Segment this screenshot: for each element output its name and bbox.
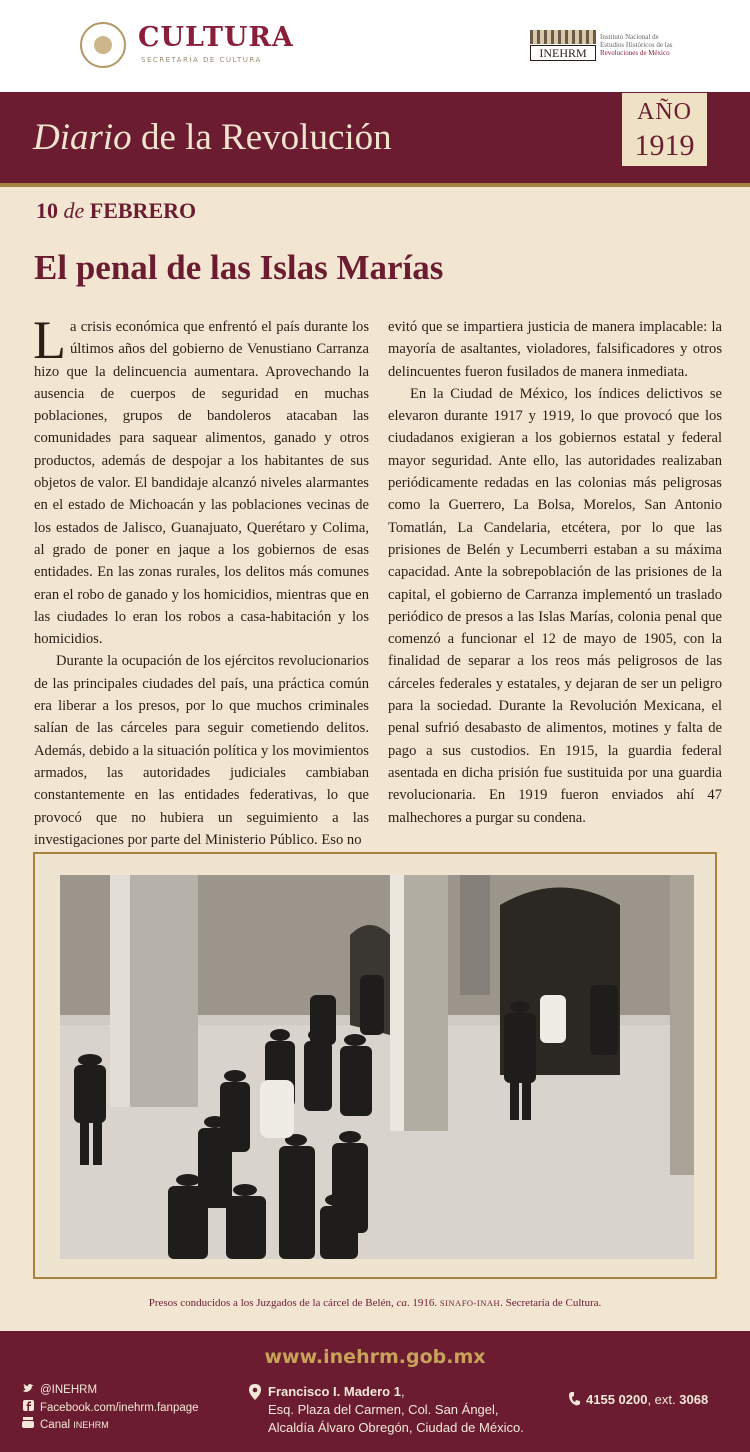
inehrm-name-line-3: Revoluciones de México bbox=[600, 49, 670, 57]
year-badge bbox=[622, 93, 707, 166]
twitter-link[interactable]: @INEHRM bbox=[22, 1384, 97, 1396]
address-line-3: Alcaldía Álvaro Obregón, Ciudad de México. bbox=[268, 1420, 524, 1435]
phone-icon bbox=[569, 1392, 580, 1409]
article-paragraph: Durante la ocupación de los ejércitos revolucionarios de las principales ciudades del país, una práctica común era liberar a los presos, por lo que muchos criminales salían de las cárceles para seguir cometiendo delitos. Además, debido a la situación política y los movimientos armados, las autoridades judiciales cambiaban constantemente en las entidades federativas, lo que provocó que no hubiera un seguimiento a las investigaciones por parte del Ministerio Público. Eso no bbox=[34, 653, 369, 848]
inehrm-name bbox=[600, 33, 710, 57]
header-divider bbox=[0, 183, 750, 187]
inehrm-name-line-2: Estudios Históricos de las bbox=[600, 41, 673, 49]
article-column-2 bbox=[388, 316, 722, 829]
photo-caption: Presos conducidos a los Juzgados de la cárcel de Belén, ca. 1916. SINAFO-INAH. Secretaría de Cultura. bbox=[148, 1297, 602, 1309]
location-pin-icon bbox=[249, 1384, 261, 1400]
phone-contact[interactable]: 4155 0200, ext. 3068 bbox=[569, 1392, 708, 1409]
address bbox=[268, 1383, 524, 1437]
youtube-link[interactable]: Canal INEHRM bbox=[22, 1417, 109, 1431]
twitter-icon bbox=[22, 1384, 34, 1396]
brand-title[interactable]: CULTURA bbox=[138, 22, 294, 53]
website-link[interactable]: www.inehrm.gob.mx bbox=[264, 1346, 486, 1368]
article-paragraph: evitó que se impartiera justicia de manera implacable: la mayoría de asaltantes, violadores, falsificadores y otros delincuentes fueron fusilados de manera inmediata. bbox=[388, 319, 722, 380]
facebook-icon bbox=[22, 1400, 34, 1414]
facebook-link[interactable]: Facebook.com/inehrm.fanpage bbox=[22, 1400, 199, 1414]
historic-photo bbox=[60, 875, 694, 1259]
year-value: 1919 bbox=[634, 129, 695, 162]
article-paragraph: En la Ciudad de México, los índices delictivos se elevaron durante 1917 y 1919, lo que provocó que los ciudadanos exigieran a los gobiernos estatal y federal mayor seguridad. Ante ello, las autoridades realizaban periódicamente redadas en las colonias más peligrosas como la Guerrero, La Bolsa, Morelos, San Antonio Tomatlán, La Candelaria, etcétera, por lo que las prisiones de Belén y Lecumberri estaban a su máxima capacidad. Ante la sobrepoblación de las prisiones de la capital, el gobierno de Carranza implementó un traslado periódico de presos a las Islas Marías, colonia penal que comenzó a funcionar el 12 de mayo de 1905, con la finalidad de separar a los reos más peligrosos de las cárceles federales y estatales, y dejaran de ser un peligro para la sociedad. Durante la Revolución Mexicana, el penal sufrió desabasto de alimentos, motines y falta de pago a sus custodios. En 1915, la guardia federal asentada en dicha prisión fue sustituida por una guardia revolucionaria. En 1919 fueron enviados ahí 47 malhechores a purgar su condena. bbox=[388, 385, 722, 826]
drop-cap: L bbox=[33, 310, 66, 370]
address-line-2: Esq. Plaza del Carmen, Col. San Ángel, bbox=[268, 1402, 499, 1417]
address-line-1: Francisco I. Madero 1, bbox=[268, 1384, 405, 1399]
brand-subtitle: SECRETARÍA DE CULTURA bbox=[141, 56, 262, 64]
inehrm-name-line-1: Instituto Nacional de bbox=[600, 33, 659, 41]
article-column-1 bbox=[33, 310, 369, 851]
article-title: El penal de las Islas Marías bbox=[34, 248, 444, 287]
inehrm-logo[interactable]: INEHRM bbox=[530, 45, 596, 61]
series-title: Diario de la Revolución bbox=[33, 117, 392, 158]
year-label: AÑO bbox=[637, 99, 692, 125]
article-paragraph: La crisis económica que enfrentó el país durante los últimos años del gobierno de Venustiano Carranza hizo que la delincuencia aumentara. Aprovechando la ausencia de cuerpos de seguridad en muchas poblaciones, grupos de bandoleros atacaban las comunidades para saquear alimentos, ganado y otros productos, además de despojar a los habitantes de sus objetos de valor. El bandidaje alcanzó niveles alarmantes en el estado de Michoacán y las poblaciones vecinas de los estados de Jalisco, Guanajuato, Querétaro y Colima, al grado de poner en jaque a los gobiernos de esas entidades. En las zonas rurales, los delitos más comunes eran el robo de ganado y los homicidios, mientras que en las ciudades lo eran los robos a casa-habitación y los homicidios. bbox=[33, 310, 369, 648]
inehrm-building-icon bbox=[530, 30, 596, 44]
article-date: 10 de FEBRERO bbox=[36, 198, 197, 223]
youtube-icon bbox=[22, 1417, 34, 1431]
coat-of-arms-icon bbox=[80, 22, 126, 68]
